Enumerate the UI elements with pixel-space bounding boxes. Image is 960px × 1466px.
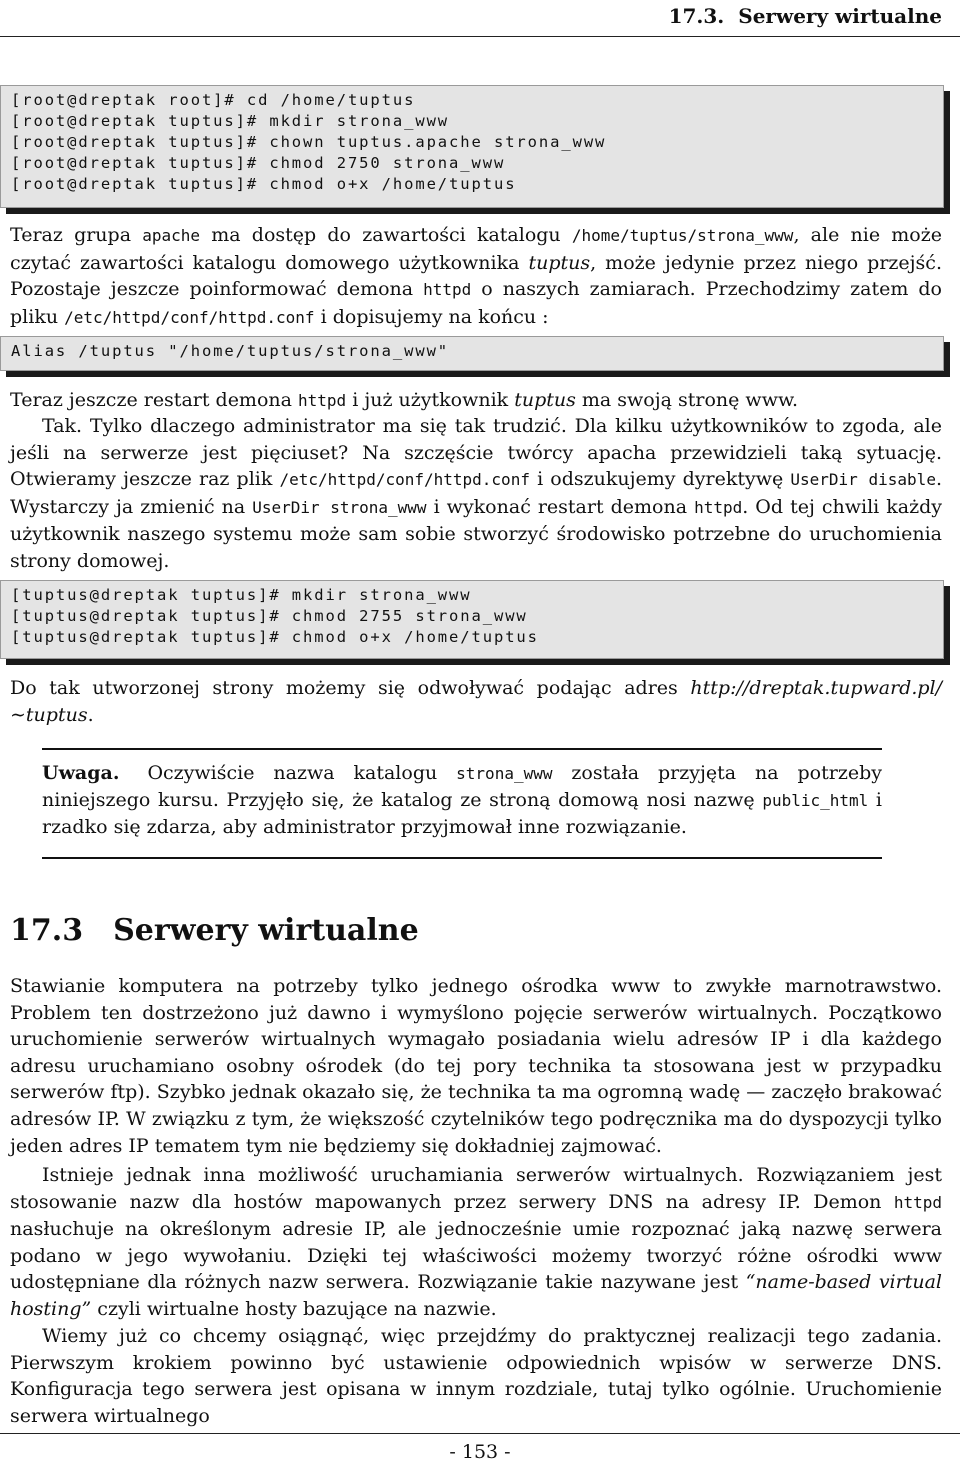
code-inline: apache	[142, 226, 201, 245]
paragraph-5: Stawianie komputera na potrzeby tylko jednego ośrodka www to zwykłe marnotrawstwo. Problem ten dostrzeżono już dawno i wymyślono pojęcie serwerów wirtualnych. Początkowo uruchomienie serwerów wirtualnych wymagało posiadania wielu adresów IP i dla każdego adresu uruchamiano osobny ośrodek (do tej pory technika ta stosowana jest w przypadku serwerów ftp). Szybko jednak okazało się, że technika ta ma ogromną wadę — zaczęło brakować adresów IP. W związku z tym, że większość czytelników tego podręcznika ma do dyspozycji tylko jeden adres IP tematem tym nie będziemy się dokładniej zajmować.	[10, 975, 942, 1157]
text: . Od tej chwili każdy użytkownik naszego systemu może sam sobie stworzyć środowisko potrzebne do uruchomienia strony domowej.	[10, 495, 942, 572]
paragraph-2	[10, 387, 942, 415]
text: nasłuchuje na określonym adresie IP, ale jednocześnie umie rozpoznać jaką nazwę serwera podano w jego wywołaniu. Dzięki tej właściwości możemy tworzyć różne ośrodki www udostępniane dla różnych nazw serwera. Rozwiązanie takie nazywane jest	[10, 1218, 942, 1294]
text: i rzadko się zdarza, aby administrator przyjmował inne rozwiązanie.	[42, 789, 882, 838]
code-line: [tuptus@dreptak tuptus]# chmod o+x /home/tuptus	[11, 628, 539, 646]
code-line: Alias /tuptus "/home/tuptus/strona_www"	[11, 342, 450, 360]
code-block-3	[0, 580, 944, 659]
text: Oczywiście nazwa katalogu	[147, 762, 457, 784]
footer-rule	[0, 1433, 960, 1434]
code-line: [tuptus@dreptak tuptus]# chmod 2755 strona_www	[11, 607, 528, 625]
running-header	[669, 4, 942, 28]
text: Teraz grupa	[10, 224, 143, 246]
text: Istnieje jednak inna możliwość uruchamiania serwerów wirtualnych. Rozwiązaniem jest stosowanie nazw dla hostów mapowanych przez serwery DNS na adresy IP. Demon	[10, 1164, 942, 1213]
text: .	[87, 703, 94, 726]
code-inline: httpd	[694, 497, 743, 517]
note-rule-bottom	[42, 857, 882, 859]
code-line: [root@dreptak tuptus]# mkdir strona_www	[11, 112, 450, 130]
note-label: Uwaga.	[42, 762, 120, 784]
text: Do tak utworzonej strony możemy się odwoływać podając adres	[10, 677, 691, 699]
note-rule-top	[42, 748, 882, 750]
code-line: [root@dreptak tuptus]# chmod o+x /home/tuptus	[11, 175, 517, 193]
code-line: [root@dreptak tuptus]# chown tuptus.apache strona_www	[11, 133, 607, 151]
text: ma dostęp do zawartości katalogu	[200, 224, 572, 246]
code-inline: UserDir strona_www	[252, 497, 427, 517]
text: i dopisujemy na końcu :	[314, 305, 549, 328]
italic-text: tuptus	[528, 251, 591, 274]
text: i już użytkownik	[346, 389, 515, 411]
text: i wykonać restart demona	[426, 495, 695, 518]
paragraph-1	[10, 222, 942, 331]
paragraph-6	[10, 1162, 942, 1323]
text: o naszych zamiarach. Przechodzimy zatem do pliku	[10, 278, 942, 328]
paragraph-4	[10, 675, 942, 728]
text: Wiemy już co chcemy osiągnąć, więc przejdźmy do praktycznej realizacji tego zadania. Pierwszym krokiem powinno być ustawienie odpowiednich wpisów w serwerze DNS. Konfiguracja tego serwera jest opisana w innym rozdziale, tutaj tylko ogólnie. Uruchomienie serwera wirtualnego	[10, 1325, 942, 1427]
code-inline: strona_www	[456, 764, 553, 783]
code-inline: httpd	[893, 1192, 942, 1212]
section-title: Serwery wirtualne	[113, 913, 419, 948]
code-block-2	[0, 336, 944, 371]
paragraph-7	[10, 1323, 942, 1429]
code-line: [root@dreptak root]# cd /home/tuptus	[11, 91, 416, 109]
text: , może jedynie przez niego przejść. Pozostaje jeszcze poinformować demona	[10, 251, 942, 301]
code-inline: public_html	[762, 791, 869, 810]
paragraph-3	[10, 413, 942, 575]
code-inline: /etc/httpd/conf/httpd.conf	[64, 307, 315, 327]
text: Tak. Tylko dlaczego administrator ma się tak trudzić. Dla kilku użytkowników to zgoda, ale jeśli na serwerze jest pięciuset? Na szczęście twórcy apacha przewidzieli taką sytuację. Otwieramy jeszcze raz plik	[10, 415, 942, 491]
text: czyli wirtualne hosty bazujące na nazwie.	[91, 1297, 497, 1320]
page-number: - 153 -	[449, 1441, 511, 1463]
code-line: [root@dreptak tuptus]# chmod 2750 strona_www	[11, 154, 506, 172]
running-header-title: Serwery wirtualne	[738, 4, 942, 28]
code-inline: /home/tuptus/strona_www	[571, 226, 794, 245]
text: Teraz jeszcze restart demona	[10, 389, 298, 411]
code-inline: /etc/httpd/conf/httpd.conf	[279, 470, 530, 490]
section-heading	[10, 913, 419, 948]
code-line: [tuptus@dreptak tuptus]# mkdir strona_www	[11, 586, 472, 604]
running-header-number: 17.3.	[668, 4, 725, 28]
code-block-1	[0, 85, 944, 208]
italic-text: “name-based virtual hosting”	[10, 1271, 942, 1320]
text: została przyjęta na potrzeby niniejszego kursu. Przyjęło się, że katalog ze stroną domową nosi nazwę	[42, 762, 882, 811]
italic-text: tuptus	[514, 389, 576, 411]
url-text: http://dreptak.tupward.pl/ ∼tuptus	[10, 677, 942, 726]
section-number: 17.3	[10, 913, 84, 948]
text: . Wystarczy ja zmienić na	[10, 468, 942, 518]
header-rule	[0, 36, 960, 37]
code-inline: httpd	[423, 280, 472, 300]
text: i odszukujemy dyrektywę	[529, 468, 791, 491]
note-block	[42, 760, 882, 841]
text: ma swoją stronę www.	[575, 389, 799, 411]
code-inline: UserDir disable	[790, 470, 936, 490]
text: , ale nie może czytać zawartości katalogu domowego użytkownika	[10, 224, 942, 274]
code-inline: httpd	[298, 391, 347, 410]
